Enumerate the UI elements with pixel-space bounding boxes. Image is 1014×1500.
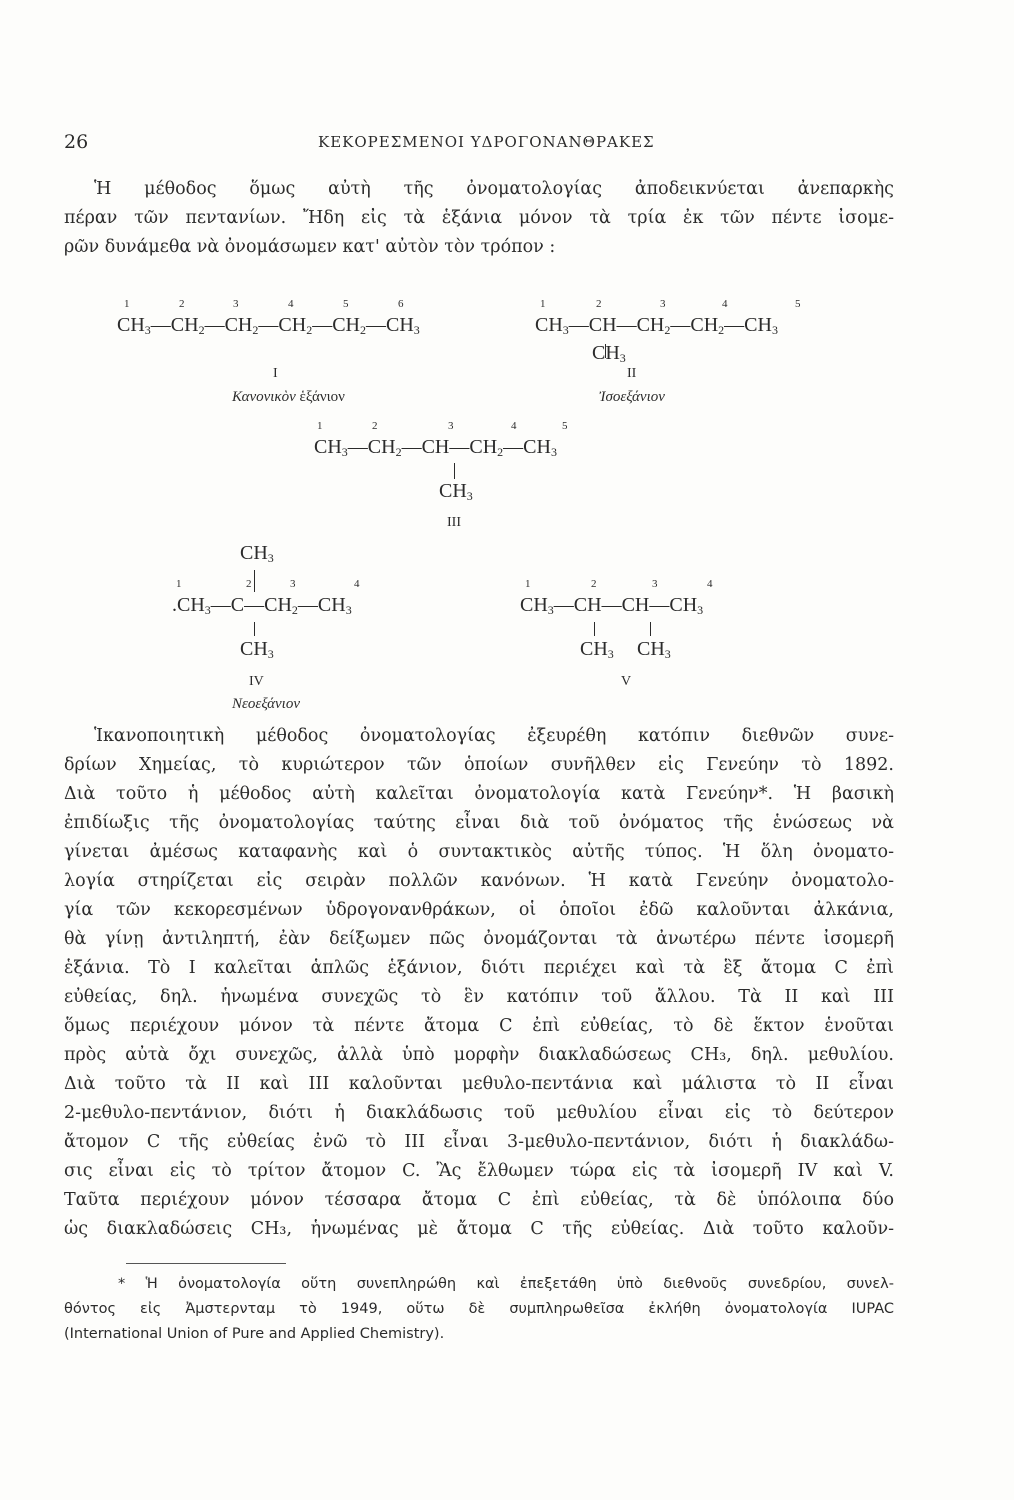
text-line: πέραν τῶν πεντανίων. Ἤδη εἰς τὰ ἑξάνια μόνον τὰ τρία ἐκ τῶν πέντε ἰσομε-: [64, 208, 894, 228]
methyl-branch-bottom: $CH_3$: [240, 638, 274, 661]
text-line: Διὰ τοῦτο τὰ ΙΙ καὶ ΙΙΙ καλοῦνται μεθυλο-πεντάνια καὶ μάλιστα τὸ ΙΙ εἶναι: [64, 1074, 894, 1094]
carbon-number: 5: [562, 420, 568, 432]
formula-name-rest: ἑξάνιον: [299, 389, 345, 405]
footnote-divider: [126, 1263, 286, 1264]
branch-bond: [254, 570, 255, 592]
formula-name: [232, 696, 300, 713]
text-line: γία τῶν κεκορεσμένων ὑδρογονανθράκων, οἱ ὁποῖοι ἐδῶ καλοῦνται ἀλκάνια,: [64, 900, 894, 920]
text-line: Διὰ τοῦτο ἡ μέθοδος αὐτὴ καλεῖται ὀνοματολογία κατὰ Γενεύην*. Ἡ βασικὴ: [64, 784, 894, 804]
carbon-number: 5: [795, 298, 801, 310]
carbon-number: 2: [246, 578, 252, 590]
text-line: πρὸς αὐτὰ ὄχι συνεχῶς, ἀλλὰ ὑπὸ μορφὴν διακλαδώσεως CH₃, δηλ. μεθυλίου.: [64, 1045, 894, 1065]
branch-bond: [254, 622, 255, 636]
body-paragraph: [64, 722, 894, 1244]
footnote-line: * Ἡ ὀνοματολογία οὕτη συνεπληρώθη καὶ ἐπεξετάθη ὑπὸ διεθνοῦς συνεδρίου, συνελ-: [118, 1276, 894, 1292]
carbon-number: 4: [511, 420, 517, 432]
text-line: Ἱκανοποιητικὴ μέθοδος ὀνοματολογίας ἐξευρέθη κατόπιν διεθνῶν συνε-: [94, 726, 894, 746]
carbon-number: 1: [317, 420, 323, 432]
text-line: ἑξάνια. Τὸ Ι καλεῖται ἁπλῶς ἑξάνιον, διότι περιέχει καὶ τὰ ἓξ ἄτομα C ἐπὶ: [64, 958, 894, 978]
carbon-number: 4: [354, 578, 360, 590]
branch-bond: [650, 622, 651, 636]
footnote-line: (International Union of Pure and Applied Chemistry).: [64, 1326, 445, 1342]
carbon-number: 2: [591, 578, 597, 590]
structural-chain: $.CH_3—C—CH_2—CH_3$: [172, 594, 352, 617]
formula-name-italic: Ἰσοεξάνιον: [599, 389, 665, 405]
formula-roman-numeral: I: [273, 366, 278, 381]
text-line: ἄτομον C τῆς εὐθείας ἐνῶ τὸ ΙΙΙ εἶναι 3-μεθυλο-πεντάνιον, διότι ἡ διακλάδω-: [64, 1132, 894, 1152]
carbon-number: 2: [596, 298, 602, 310]
formula-roman-numeral: II: [627, 366, 637, 381]
carbon-number: 6: [398, 298, 404, 310]
page-number: 26: [64, 131, 89, 153]
methyl-branch-top: $CH_3$: [240, 542, 274, 565]
carbon-number: 2: [372, 420, 378, 432]
carbon-number: 5: [343, 298, 349, 310]
text-line: ὅμως περιέχουν μόνον τὰ πέντε ἄτομα C ἐπὶ εὐθείας, τὸ δὲ ἕκτον ἑνοῦται: [64, 1016, 894, 1036]
formula-roman-numeral: V: [621, 674, 632, 689]
text-line: δρίων Χημείας, τὸ κυριώτερον τῶν ὁποίων συνῆλθεν εἰς Γενεύην τὸ 1892.: [64, 755, 894, 775]
structural-chain: $CH_3—CH—CH—CH_3$: [520, 594, 704, 617]
carbon-number: 2: [179, 298, 185, 310]
methyl-branch: $CH_3$: [637, 638, 671, 661]
carbon-number: 4: [707, 578, 713, 590]
text-line: Ταῦτα περιέχουν μόνον τέσσαρα ἄτομα C ἐπὶ εὐθείας, τὰ δὲ ὑπόλοιπα δύο: [64, 1190, 894, 1210]
branch-bond: [594, 622, 595, 636]
carbon-number: 4: [722, 298, 728, 310]
formula-name: [599, 389, 665, 406]
methyl-branch: $CH_3$: [439, 480, 473, 503]
text-line: σις εἶναι εἰς τὸ τρίτον ἄτομον C. Ἂς ἔλθωμεν τώρα εἰς τὰ ἰσομερῆ IV καὶ V.: [64, 1161, 894, 1181]
carbon-number: 1: [176, 578, 182, 590]
carbon-number: 3: [652, 578, 658, 590]
carbon-number: 3: [233, 298, 239, 310]
carbon-number: 3: [660, 298, 666, 310]
text-line: ρῶν δυνάμεθα νὰ ὀνομάσωμεν κατ' αὐτὸν τὸν τρόπον :: [64, 237, 556, 257]
text-line: 2-μεθυλο-πεντάνιον, διότι ἡ διακλάδωσις τοῦ μεθυλίου εἶναι εἰς τὸ δεύτερον: [64, 1103, 894, 1123]
text-line: ἐπιδίωξις τῆς ὀνοματολογίας ταύτης εἶναι διὰ τοῦ ὀνόματος τῆς ἑνώσεως νὰ: [64, 813, 894, 833]
carbon-number: 1: [540, 298, 546, 310]
carbon-number: 1: [525, 578, 531, 590]
formula-name-italic: Κανονικὸν: [232, 389, 296, 405]
text-line: θὰ γίνῃ ἀντιληπτή, ἐὰν δείξωμεν πῶς ὀνομάζονται τὰ ἀνωτέρω πέντε ἰσομερῆ: [64, 929, 894, 949]
formula-name-italic: Νεοεξάνιον: [232, 696, 300, 712]
carbon-number: 3: [448, 420, 454, 432]
carbon-number: 1: [124, 298, 130, 310]
text-line: Ἡ μέθοδος ὅμως αὐτὴ τῆς ὀνοματολογίας ἀποδεικνύεται ἀνεπαρκὴς: [94, 179, 894, 199]
intro-paragraph: [64, 175, 894, 262]
running-title: ΚΕΚΟΡΕΣΜΕΝΟΙ ΥΔΡΟΓΟΝΑΝΘΡΑΚΕΣ: [318, 133, 655, 151]
text-line: λογία στηρίζεται εἰς σειρὰν πολλῶν κανόνων. Ἡ κατὰ Γενεύην ὀνοματολο-: [64, 871, 894, 891]
footnote-line: θόντος εἰς Ἀμστερνταμ τὸ 1949, οὕτω δὲ συμπληρωθεῖσα ἐκλήθη ὀνοματολογία IUPAC: [64, 1301, 894, 1317]
formula-roman-numeral: IV: [249, 674, 264, 689]
text-line: γίνεται ἀμέσως καταφανὴς καὶ ὁ συντακτικὸς αὐτῆς τύπος. Ἡ ὅλη ὀνοματο-: [64, 842, 894, 862]
formula-name: [232, 389, 345, 406]
text-line: εὐθείας, δηλ. ἡνωμένα συνεχῶς τὸ ἓν κατόπιν τοῦ ἄλλου. Τὰ ΙΙ καὶ ΙΙΙ: [64, 987, 894, 1007]
page-header: [64, 131, 1014, 155]
structural-chain: $CH_3—CH_2—CH—CH_2—CH_3$: [314, 436, 557, 459]
carbon-number: 3: [290, 578, 296, 590]
methyl-branch: $CH_3$: [592, 342, 626, 365]
footnote: [64, 1272, 894, 1347]
structural-chain: $CH_3—CH—CH_2—CH_2—CH_3$: [535, 314, 778, 337]
formula-roman-numeral: III: [447, 515, 461, 530]
methyl-branch: $CH_3$: [580, 638, 614, 661]
branch-bond: [454, 463, 455, 479]
structural-chain: $CH_3—CH_2—CH_2—CH_2—CH_2—CH_3$: [117, 314, 420, 337]
text-line: ὡς διακλαδώσεις CH₃, ἡνωμένας μὲ ἄτομα C τῆς εὐθείας. Διὰ τοῦτο καλοῦν-: [64, 1219, 894, 1239]
carbon-number: 4: [288, 298, 294, 310]
